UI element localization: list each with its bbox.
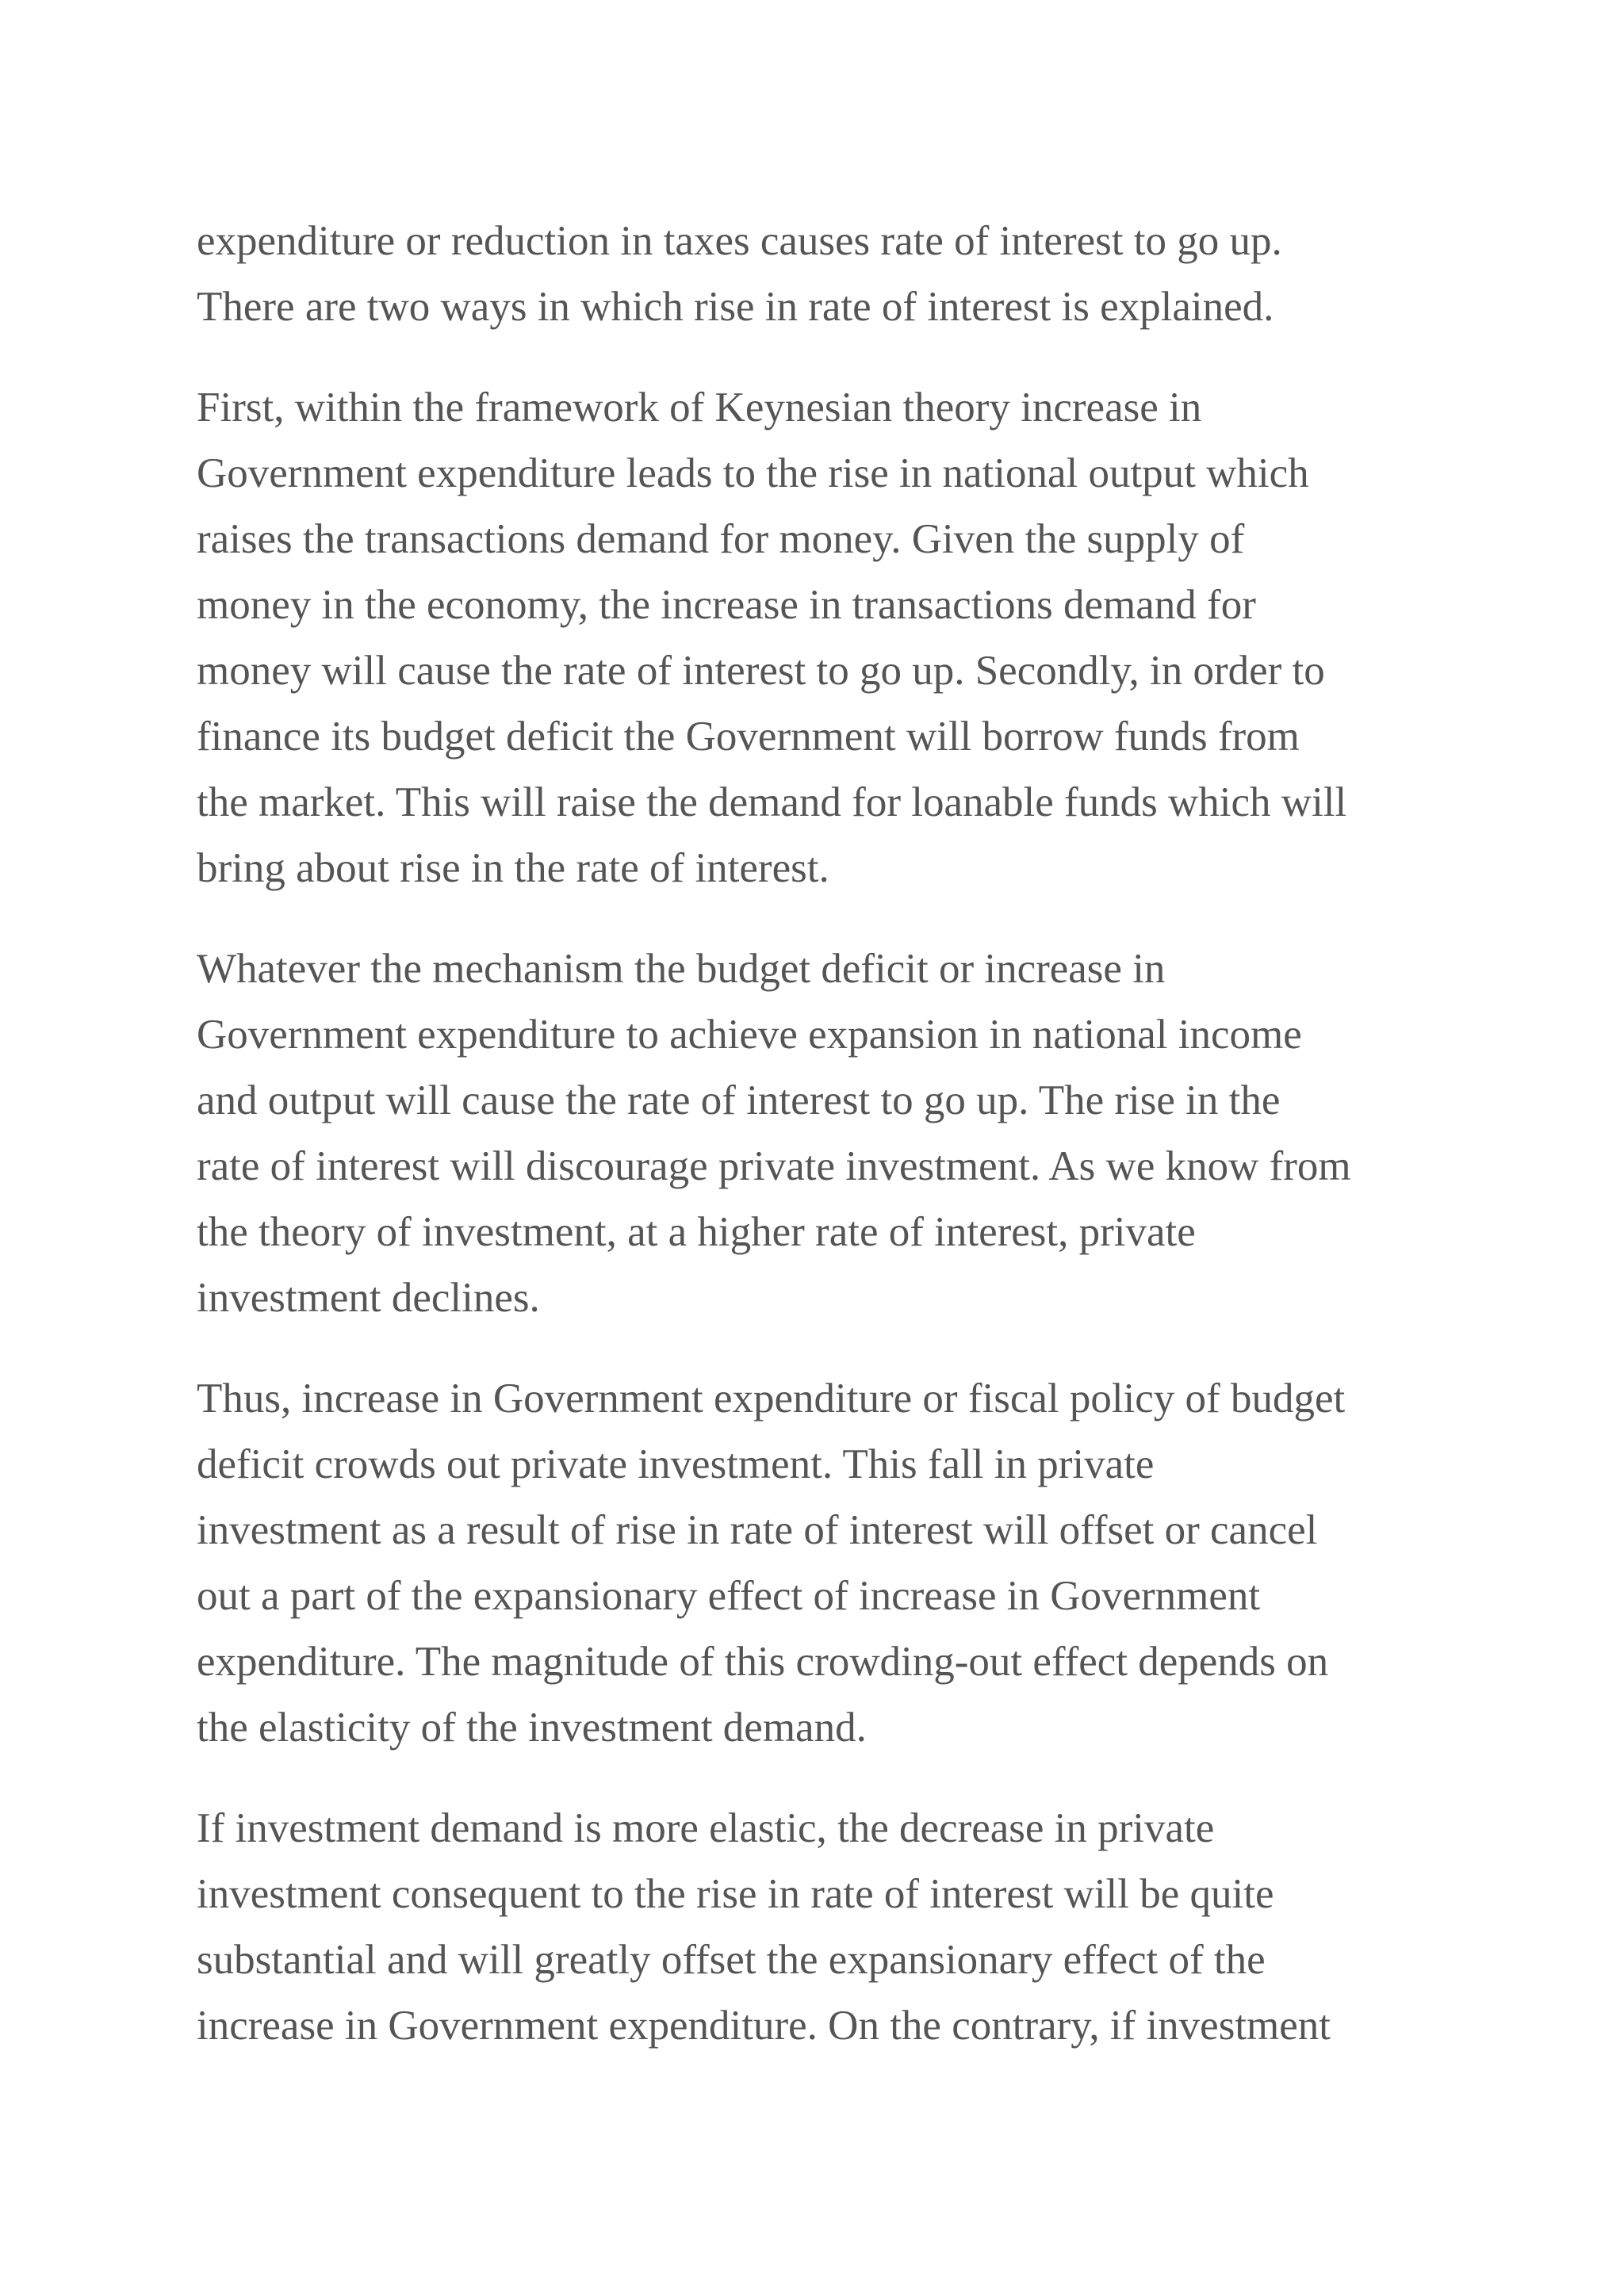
paragraph-crowding-out: [197, 1366, 1450, 1761]
text-line: the elasticity of the investment demand.: [197, 1705, 867, 1751]
text-line: investment declines.: [197, 1275, 540, 1321]
text-line: rate of interest will discourage private investment. As we know from: [197, 1143, 1351, 1189]
text-line: investment consequent to the rise in rate of interest will be quite: [197, 1871, 1274, 1917]
text-line: money will cause the rate of interest to go up. Secondly, in order to: [197, 648, 1325, 694]
text-line: the theory of investment, at a higher rate of interest, private: [197, 1209, 1196, 1255]
text-line: expenditure or reduction in taxes causes rate of interest to go up.: [197, 218, 1282, 264]
text-line: raises the transactions demand for money. Given the supply of: [197, 516, 1245, 562]
text-line: bring about rise in the rate of interest.: [197, 845, 829, 891]
text-line: Government expenditure to achieve expansion in national income: [197, 1012, 1302, 1058]
text-line: finance its budget deficit the Government will borrow funds from: [197, 714, 1300, 760]
text-line: There are two ways in which rise in rate of interest is explained.: [197, 284, 1274, 330]
text-line: money in the economy, the increase in transactions demand for: [197, 582, 1256, 628]
paragraph-discourage-investment: [197, 936, 1450, 1331]
text-line: expenditure. The magnitude of this crowding-out effect depends on: [197, 1639, 1329, 1685]
paragraph-elastic-demand: [197, 1796, 1450, 2059]
text-line: Thus, increase in Government expenditure or fiscal policy of budget: [197, 1376, 1346, 1422]
text-line: First, within the framework of Keynesian theory increase in: [197, 385, 1202, 430]
text-line: If investment demand is more elastic, the decrease in private: [197, 1805, 1215, 1851]
paragraph-interest-rise: [197, 209, 1450, 340]
text-line: deficit crowds out private investment. This fall in private: [197, 1441, 1155, 1487]
text-line: out a part of the expansionary effect of increase in Government: [197, 1573, 1261, 1619]
paragraph-keynesian-mechanism: [197, 375, 1450, 901]
text-line: Whatever the mechanism the budget deficit or increase in: [197, 946, 1166, 992]
text-line: Government expenditure leads to the rise in national output which: [197, 450, 1309, 496]
text-line: increase in Government expenditure. On the contrary, if investment: [197, 2003, 1331, 2049]
document-page: [197, 209, 1450, 2094]
text-line: the market. This will raise the demand for loanable funds which will: [197, 779, 1347, 825]
text-line: substantial and will greatly offset the expansionary effect of the: [197, 1937, 1266, 1983]
text-line: investment as a result of rise in rate of interest will offset or cancel: [197, 1507, 1318, 1553]
text-line: and output will cause the rate of interest to go up. The rise in the: [197, 1077, 1281, 1123]
